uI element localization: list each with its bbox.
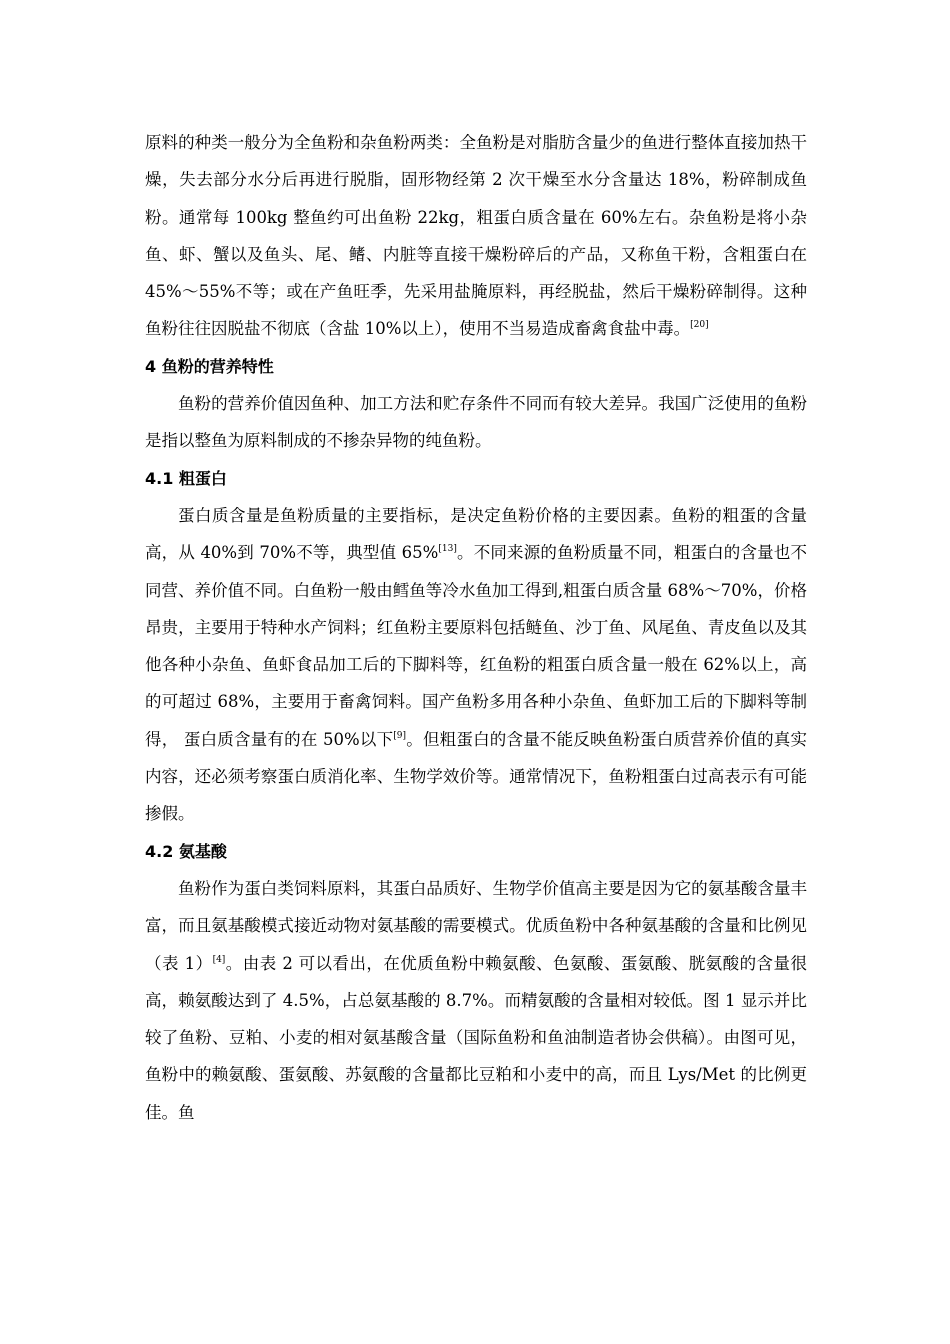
citation-ref: [20] [690, 320, 709, 331]
heading-4-nutrition: 4 鱼粉的营养特性 [145, 356, 274, 376]
heading-4-1-crude-protein: 4.1 粗蛋白 [145, 468, 227, 488]
citation-ref: [4] [212, 954, 226, 965]
citation-ref: [13] [438, 544, 457, 555]
paragraph-text: 。但粗蛋白的含量不能反映鱼粉蛋白质营养价值的真实内容，还必须考察蛋白质消化率、生物学效价等。通常情况下，鱼粉粗蛋白过高表示有可能掺假。 [145, 729, 808, 824]
paragraph-amino-acids [145, 870, 807, 1131]
paragraph-text: 。不同来源的鱼粉质量不同，粗蛋白的含量也不同营、养价值不同。白鱼粉一般由鳕鱼等冷水鱼加工得到,粗蛋白质含量 68%～70%，价格昂贵，主要用于特种水产饲料；红鱼粉主要原料包括鲢鱼、沙丁鱼、风尾鱼、青皮鱼以及其他各种小杂鱼、鱼虾食品加工后的下脚料等，红鱼粉的粗蛋白质含量一般在 62%以上，高的可超过 68%，主要用于畜禽饲料。国产鱼粉多用各种小杂鱼、鱼虾加工后的下脚料等制得， 蛋白质含量有的在 50%以下 [145, 543, 808, 749]
paragraph-text: 蛋白质含量是鱼粉质量的主要指标，是决定鱼粉价格的主要因素。鱼粉的粗蛋的含量高，从 40%到 70%不等，典型值 65% [145, 505, 807, 563]
document-page [145, 124, 807, 1131]
paragraph-nutrition-intro: 鱼粉的营养价值因鱼种、加工方法和贮存条件不同而有较大差异。我国广泛使用的鱼粉是指以整鱼为原料制成的不掺杂异物的纯鱼粉。 [145, 394, 807, 451]
paragraph-text: 鱼粉作为蛋白类饲料原料，其蛋白品质好、生物学价值高主要是因为它的氨基酸含量丰富，而且氨基酸模式接近动物对氨基酸的需要模式。优质鱼粉中各种氨基酸的含量和比例见（表 1） [145, 878, 807, 973]
heading-4-2-amino-acids: 4.2 氨基酸 [145, 841, 227, 861]
paragraph-raw-material-types [145, 124, 807, 348]
paragraph-text: 。由表 2 可以看出，在优质鱼粉中赖氨酸、色氨酸、蛋氨酸、胱氨酸的含量很高，赖氨酸达到了 4.5%，占总氨基酸的 8.7%。而精氨酸的含量相对较低。图 1 显示并比较了鱼粉、豆粕、小麦的相对氨基酸含量（国际鱼粉和鱼油制造者协会供稿）。由图可见，鱼粉中的赖氨酸、蛋氨酸、苏氨酸的含量都比豆粕和小麦中的高，而且 Lys/Met 的比例更佳。鱼 [145, 953, 807, 1122]
paragraph-crude-protein [145, 497, 807, 833]
paragraph-text: 原料的种类一般分为全鱼粉和杂鱼粉两类：全鱼粉是对脂肪含量少的鱼进行整体直接加热干燥，失去部分水分后再进行脱脂，固形物经第 2 次干燥至水分含量达 18%，粉碎制成鱼粉。通常每 100kg 整鱼约可出鱼粉 22kg，粗蛋白质含量在 60%左右。杂鱼粉是将小杂鱼、虾、蟹以及鱼头、尾、鳍、内脏等直接干燥粉碎后的产品，又称鱼干粉，含粗蛋白在 45%～55%不等；或在产鱼旺季，先采用盐腌原料，再经脱盐，然后干燥粉碎制得。这种鱼粉往往因脱盐不彻底（含盐 10%以上），使用不当易造成畜禽食盐中毒。 [145, 133, 807, 339]
citation-ref: [9] [393, 730, 407, 741]
